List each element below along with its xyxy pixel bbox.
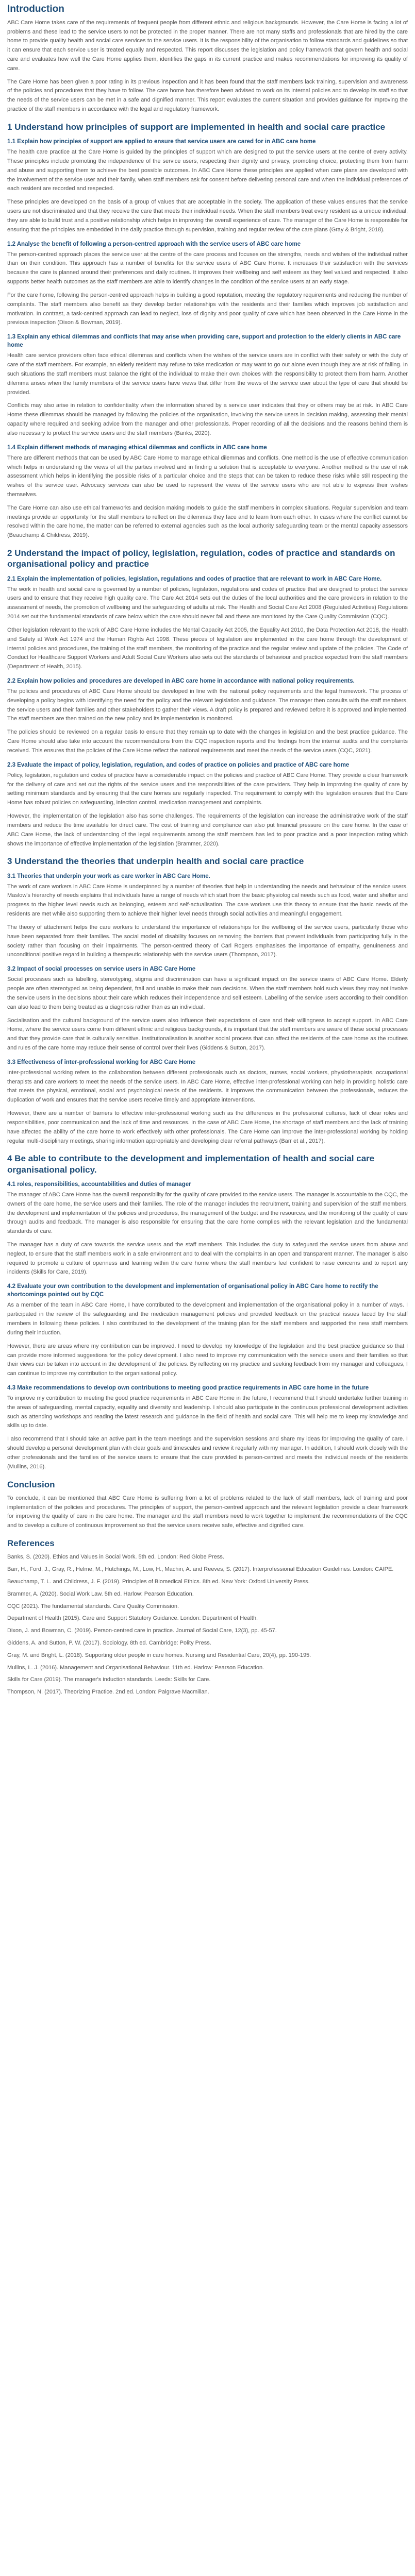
subsection-heading: 2.2 Explain how policies and procedures are developed in ABC care home in accordance with national policy requirements.: [7, 677, 355, 684]
paragraph: As a member of the team in ABC Care Home, I have contributed to the development and implementation of the organisational policy in a number of ways. I participated in the review of the safeguarding and the medication management policies and provided feedback on the practical issues faced by the staff members in following these policies. I also contributed to the development of the training plan for the staff members and supported the new staff members during their induction.: [7, 1302, 408, 1336]
paragraph: Inter-professional working refers to the collaboration between different professionals such as doctors, nurses, social workers, physiotherapists, occupational therapists and care workers to meet the needs of the service users. In ABC Care Home, effective inter-professional working can help in providing holistic care that meets the physical, emotional, social and psychological needs of the residents. It improves the communication between the professionals, reduces the duplication of work and ensures that the service users receive timely and appropriate interventions.: [7, 1069, 408, 1104]
subsection-heading: 1.2 Analyse the benefit of following a person-centred approach with the service users of ABC care home: [7, 241, 301, 247]
subsection: [7, 240, 408, 328]
paragraph: Policy, legislation, regulation and codes of practice have a considerable impact on the policies and practice of ABC Care Home. They provide a clear framework for the delivery of care and set out the rights of the service users and the responsibilities of the care providers. They help in improving the quality of care by setting minimum standards and by ensuring that the care homes are regularly inspected. The requirement to comply with the legislation ensures that the Care Home has robust policies on safeguarding, infection control, medication management and complaints.: [7, 772, 408, 806]
paragraph: Socialisation and the cultural background of the service users also influence their expectations of care and their willingness to accept support. In ABC Care Home, where the service users come from different ethnic and religious backgrounds, it is important that the staff members are aware of these social processes and that they provide care that is culturally sensitive. Institutionalisation is another social process that can affect the residents of the care home as the routines and rules of the care home may reduce their sense of control over their lives (Giddens & Sutton, 2017).: [7, 1017, 408, 1051]
reference-item: Brammer, A. (2020). Social Work Law. 5th ed. Harlow: Pearson Education.: [7, 1590, 194, 1597]
subsection: [7, 677, 408, 756]
reference-item: Department of Health (2015). Care and Support Statutory Guidance. London: Department of Health.: [7, 1615, 258, 1622]
subsection: [7, 575, 408, 672]
subsection: [7, 333, 408, 438]
subsection: [7, 1282, 408, 1379]
introduction-body: [7, 19, 408, 114]
subsection-heading: 1.3 Explain any ethical dilemmas and conflicts that may arise when providing care, support and protection to the elderly clients in ABC care home: [7, 334, 401, 349]
paragraph: However, there are areas where my contribution can be improved. I need to develop my knowledge of the legislation and the best practice guidance so that I can provide more informed suggestions for the policy development. I also need to improve my communication with the service users and their families so that their views can be taken into account in the development of the policies. By reflecting on my practice and seeking feedback from my manager and colleagues, I can continue to improve my contribution to the organisational policy.: [7, 1343, 408, 1377]
paragraph: To conclude, it can be mentioned that ABC Care Home is suffering from a lot of problems related to the lack of staff members, lack of training and poor implementation of the policies and procedures. The principles of support, the person-centred approach and the relevant legislation provide a clear framework for improving the quality of care in the care home. The manager and the staff members need to work together to implement the recommendations of the CQC and to develop a culture of continuous improvement so that the service users receive safe, effective and dignified care.: [7, 1495, 408, 1529]
section-heading: 2 Understand the impact of policy, legislation, regulation, codes of practice and standards on organisational policy and practice: [7, 548, 395, 569]
subsection-heading: 1.1 Explain how principles of support are applied to ensure that service users are cared for in ABC care home: [7, 139, 316, 145]
reference-item: Thompson, N. (2017). Theorizing Practice. 2nd ed. London: Palgrave Macmillan.: [7, 1689, 209, 1696]
paragraph: Social processes such as labelling, stereotyping, stigma and discrimination can have a significant impact on the service users of ABC Care Home. Elderly people are often stereotyped as being dependent, frail and unable to make their own decisions. When the staff members hold such views they may not involve the service users in the decisions about their care which reduces their independence and self esteem. Labelling of the service users according to their condition can also lead to them being treated as a diagnosis rather than as an individual.: [7, 976, 408, 1010]
conclusion-body: [7, 1494, 408, 1531]
subsection-heading: 1.4 Explain different methods of managing ethical dilemmas and conflicts in ABC care home: [7, 444, 267, 451]
references-list: [7, 1553, 408, 1697]
references-section: [7, 1538, 408, 1697]
paragraph: The Care Home has been given a poor rating in its previous inspection and it has been found that the staff members lack training, supervision and awareness of the policies and procedures that they have to follow. The care home has therefore been advised to work on its internal policies and to develop its staff so that the needs of the service users can be met in a safe and dignified manner. This report evaluates the current situation and provides guidance for improving the practice of the staff members in accordance with the legal and regulatory framework.: [7, 78, 408, 113]
section: [7, 548, 408, 849]
paragraph: The theory of attachment helps the care workers to understand the importance of relationships for the wellbeing of the service users, particularly those who have been separated from their families. The social model of disability focuses on removing the barriers that prevent individuals from participating fully in the society rather than focusing on their impairments. The person-centred theory of Carl Rogers emphasises the importance of empathy, genuineness and unconditional positive regard in building a therapeutic relationship with the service users (Thompson, 2017).: [7, 924, 408, 958]
paragraph: However, there are a number of barriers to effective inter-professional working such as the differences in the professional cultures, lack of clear roles and responsibilities, poor communication and the lack of time and resources. In the case of ABC Care Home, the shortage of staff members and the lack of training have affected the ability of the care home to work effectively with other professionals. The Care Home can improve the inter-professional working by holding regular multi-disciplinary meetings, sharing information appropriately and developing clear referral pathways (Barr et al., 2017).: [7, 1110, 408, 1144]
section-heading: Conclusion: [7, 1479, 55, 1489]
section-heading: References: [7, 1538, 55, 1549]
paragraph: The Care Home can also use ethical frameworks and decision making models to guide the staff members in complex situations. Regular supervision and team meetings provide an opportunity for the staff members to reflect on the dilemmas they face and to learn from each other. In cases where the conflict cannot be resolved within the care home, the matter can be referred to external agencies such as the local authority safeguarding team or the mental capacity assessors (Beauchamp & Childress, 2019).: [7, 504, 408, 539]
paragraph: Health care service providers often face ethical dilemmas and conflicts when the wishes of the service users are in conflict with their safety or with the duty of care of the staff members. For example, an elderly resident may refuse to take medication or may want to go out alone even though they are at risk of falling. In such situations the staff members must balance the right of the individual to make their own choices with the responsibility to protect them from harm. Another dilemma arises when the family members of the service users have views that differ from the views of the service user about the type of care that should be provided.: [7, 352, 408, 396]
paragraph: The health care practice at the Care Home is guided by the principles of support which are designed to put the service users at the centre of every activity. These principles include promoting the independence of the service users, respecting their dignity and privacy, promoting choice, protecting them from harm and abuse and supporting them to achieve the best possible outcomes. In ABC Care Home these principles are applied when care plans are developed with the involvement of the service user and their family, when staff members ask for consent before delivering personal care and when the individual preferences of each resident are recorded and respected.: [7, 149, 408, 192]
section-heading: 1 Understand how principles of support are implemented in health and social care practice: [7, 122, 386, 132]
reference-item: Barr, H., Ford, J., Gray, R., Helme, M., Hutchings, M., Low, H., Machin, A. and Reeves, S. (2017). Interprofessional Education Guidelines. London: CAIPE.: [7, 1566, 394, 1573]
document-title: Introduction: [7, 4, 64, 14]
paragraph: The work in health and social care is governed by a number of policies, legislation, regulations and codes of practice that are designed to protect the service users and to ensure that they receive high quality care. The Care Act 2014 sets out the duties of the local authorities and the care providers in relation to the assessment of needs, the promotion of wellbeing and the safeguarding of adults at risk. The Health and Social Care Act 2008 (Regulated Activities) Regulations 2014 set out the fundamental standards of care below which the care should never fall and these are monitored by the Care Quality Commission (CQC).: [7, 586, 408, 620]
subsection: [7, 444, 408, 540]
paragraph: The manager has a duty of care towards the service users and the staff members. This includes the duty to safeguard the service users from abuse and neglect, to ensure that the staff members work in a safe environment and to deal with the complaints in an open and transparent manner. The manager is also required to promote a culture of openness and learning within the care home where the staff members feel confident to raise concerns and to report any incidents (Skills for Care, 2019).: [7, 1242, 408, 1276]
subsection: [7, 138, 408, 234]
subsection-heading: 3.1 Theories that underpin your work as care worker in ABC Care Home.: [7, 873, 210, 879]
subsection: [7, 1384, 408, 1472]
reference-item: CQC (2021). The fundamental standards. Care Quality Commission.: [7, 1603, 179, 1609]
subsection: [7, 965, 408, 1053]
section: [7, 122, 408, 540]
subsection-heading: 4.1 roles, responsibilities, accountabilities and duties of manager: [7, 1181, 191, 1188]
paragraph: For the care home, following the person-centred approach helps in building a good reputation, meeting the regulatory requirements and reducing the number of complaints. The staff members also benefit as they develop better relationships with the residents and their families which improves job satisfaction and motivation. In contrast, a task-centred approach can lead to neglect, loss of dignity and poor quality of care which has been observed in the Care Home in the previous inspection (Dixon & Bowman, 2019).: [7, 292, 408, 326]
paragraph: The policies and procedures of ABC Care Home should be developed in line with the national policy requirements and the legal framework. The process of developing a policy begins with identifying the need for the policy and the relevant legislation and guidance. The manager then consults with the staff members, the service users and their families and other stakeholders to gather their views. A draft policy is prepared and reviewed before it is approved and implemented. The staff members are then trained on the new policy and its implementation is monitored.: [7, 688, 408, 722]
reference-item: Banks, S. (2020). Ethics and Values in Social Work. 5th ed. London: Red Globe Press.: [7, 1554, 224, 1561]
section-heading: 3 Understand the theories that underpin health and social care practice: [7, 856, 304, 867]
paragraph: The manager of ABC Care Home has the overall responsibility for the quality of care provided to the service users. The manager is accountable to the CQC, the owners of the care home, the service users and their families. The role of the manager includes the recruitment, training and supervision of the staff members, the development and implementation of the policies and procedures, the management of the budget and the resources, and the monitoring of the quality of care through audits and feedback. The manager is also responsible for ensuring that the care home complies with the relevant legislation and the fundamental standards of care.: [7, 1191, 408, 1235]
paragraph: Conflicts may also arise in relation to confidentiality when the information shared by a service user indicates that they or others may be at risk. In ABC Care Home these dilemmas should be managed by following the policies of the organisation, involving the service users in decision making, assessing their mental capacity where required and seeking advice from the manager and other professionals. Proper recording of all the decisions and the reasons behind them is also necessary to protect the service users and the staff members (Banks, 2020).: [7, 402, 408, 436]
subsection-heading: 4.2 Evaluate your own contribution to the development and implementation of organisational policy in ABC Care home to rectify the shortcomings pointed out by CQC: [7, 1283, 378, 1298]
subsection: [7, 761, 408, 849]
paragraph: The person-centred approach places the service user at the centre of the care process and focuses on the strengths, needs and wishes of the individual rather than on their condition. This approach has a number of benefits for the service users of ABC Care Home. It increases their satisfaction with the services because the care is planned around their preferences and daily routines. It improves their wellbeing and self esteem as they feel valued and respected. It also supports better health outcomes as the staff members are able to identify changes in the condition of the service users at an early stage.: [7, 251, 408, 285]
subsection: [7, 1180, 408, 1277]
paragraph: The policies should be reviewed on a regular basis to ensure that they remain up to date with the changes in legislation and the best practice guidance. The Care Home should also take into account the recommendations from the CQC inspection reports and the findings from the internal audits and the complaints received. This ensures that the policies of the Care Home reflect the national requirements and meet the needs of the service users (CQC, 2021).: [7, 729, 408, 754]
subsection: [7, 1058, 408, 1146]
paragraph: To improve my contribution to meeting the good practice requirements in ABC Care Home in the future, I recommend that I should undertake further training in the areas of safeguarding, mental capacity, equality and diversity and leadership. I should also participate in the continuous professional development activities such as attending workshops and reading the latest research and guidance in the field of health and social care. This will help me to keep my knowledge and skills up to date.: [7, 1395, 408, 1429]
reference-item: Gray, M. and Bright, L. (2018). Supporting older people in care homes. Nursing and Residential Care, 20(4), pp. 190-195.: [7, 1652, 311, 1658]
reference-item: Giddens, A. and Sutton, P. W. (2017). Sociology. 8th ed. Cambridge: Polity Press.: [7, 1639, 211, 1646]
section: [7, 856, 408, 1146]
subsection-heading: 4.3 Make recommendations to develop own contributions to meeting good practice requirements in ABC care home in the future: [7, 1384, 369, 1391]
sections-container: [7, 122, 408, 1472]
paragraph: These principles are developed on the basis of a group of values that are acceptable in the society. The application of these values ensures that the service users are not discriminated and that they receive the care that meets their individual needs. When the staff members treat every resident as a unique individual, they are able to build trust and a positive relationship which helps in improving the overall experience of care. The manager of the Care Home is responsible for ensuring that the principles are embedded in the daily practice through supervision, training and regular review of the care plans (Gray & Bright, 2018).: [7, 199, 408, 233]
paragraph: I also recommend that I should take an active part in the team meetings and the supervision sessions and share my ideas for improving the quality of care. I should develop a personal development plan with clear goals and timescales and review it regularly with my manager. In addition, I should work closely with the other professionals and the families of the service users to ensure that the care provided is person-centred and meets the individual needs of the residents (Mullins, 2016).: [7, 1436, 408, 1470]
subsection-heading: 2.3 Evaluate the impact of policy, legislation, regulation, and codes of practice on policies and practice of ABC care home: [7, 761, 350, 768]
reference-item: Skills for Care (2019). The manager's induction standards. Leeds: Skills for Care.: [7, 1676, 211, 1683]
subsection-heading: 2.1 Explain the implementation of policies, legislation, regulations and codes of practice that are relevant to work in ABC Care Home.: [7, 575, 382, 582]
subsection: [7, 872, 408, 960]
paragraph: Other legislation relevant to the work of ABC Care Home includes the Mental Capacity Act 2005, the Equality Act 2010, the Data Protection Act 2018, the Health and Safety at Work Act 1974 and the Human Rights Act 1998. These pieces of legislation are implemented in the care home through the development of internal policies and procedures, the training of the staff members, the monitoring of the practice and the regular review and update of the policies. The Code of Conduct for Healthcare Support Workers and Adult Social Care Workers also sets out the standards of behaviour and practice expected from the staff members (Department of Health, 2015).: [7, 626, 408, 670]
section-heading: 4 Be able to contribute to the development and implementation of health and social care organisational policy.: [7, 1154, 375, 1175]
reference-item: Dixon, J. and Bowman, C. (2019). Person-centred care in practice. Journal of Social Care, 12(3), pp. 45-57.: [7, 1628, 277, 1634]
reference-item: Mullins, L. J. (2016). Management and Organisational Behaviour. 11th ed. Harlow: Pearson Education.: [7, 1664, 264, 1671]
paragraph: The work of care workers in ABC Care Home is underpinned by a number of theories that help in understanding the needs and behaviour of the service users. Maslow's hierarchy of needs explains that individuals have a range of needs which start from the basic physiological needs such as food, water and shelter and progress to the higher level needs such as belonging, esteem and self-actualisation. The care workers use this theory to ensure that the basic needs of the residents are met while also supporting them to achieve their higher level needs through social activities and meaningful engagement.: [7, 883, 408, 918]
subsection-heading: 3.2 Impact of social processes on service users in ABC Care Home: [7, 966, 196, 973]
conclusion-section: [7, 1479, 408, 1531]
reference-item: Beauchamp, T. L. and Childress, J. F. (2019). Principles of Biomedical Ethics. 8th ed. New York: Oxford University Press.: [7, 1578, 310, 1585]
section: [7, 1153, 408, 1471]
paragraph: However, the implementation of the legislation also has some challenges. The requirements of the legislation can increase the administrative work of the staff members and reduce the time available for direct care. The cost of training and compliance can also put financial pressure on the care home. In the case of ABC Care Home, the lack of understanding of the legal requirements among the staff members has led to poor practice and a poor inspection rating which shows the importance of effective implementation of the legislation (Brammer, 2020).: [7, 813, 408, 847]
paragraph: There are different methods that can be used by ABC Care Home to manage ethical dilemmas and conflicts. One method is the use of effective communication which helps in understanding the views of all the parties involved and in finding a solution that is acceptable to everyone. Another method is the use of risk assessment which helps in identifying the possible risks of a particular choice and the steps that can be taken to reduce these risks while still respecting the wishes of the service user. Advocacy services can also be used to represent the views of the service users who are not able to express their wishes themselves.: [7, 454, 408, 498]
paragraph: ABC Care Home takes care of the requirements of frequent people from different ethnic and religious backgrounds. However, the Care Home is facing a lot of problems and these lead to the service users to not be protected in the proper manner. There are not many staffs and professionals that are hired by the care home to provide quality health and social care services to the service users. It is the responsibility of the organisation to follow standards and guidelines so that it can ensure that each service user is treated equally and respected. This report discusses the legislation and policy framework that govern health and social care and evaluates how well the Care Home applies them, identifies the gaps in its current practice and makes recommendations for improving its quality of care.: [7, 19, 408, 72]
subsection-heading: 3.3 Effectiveness of inter-professional working for ABC Care Home: [7, 1059, 196, 1065]
